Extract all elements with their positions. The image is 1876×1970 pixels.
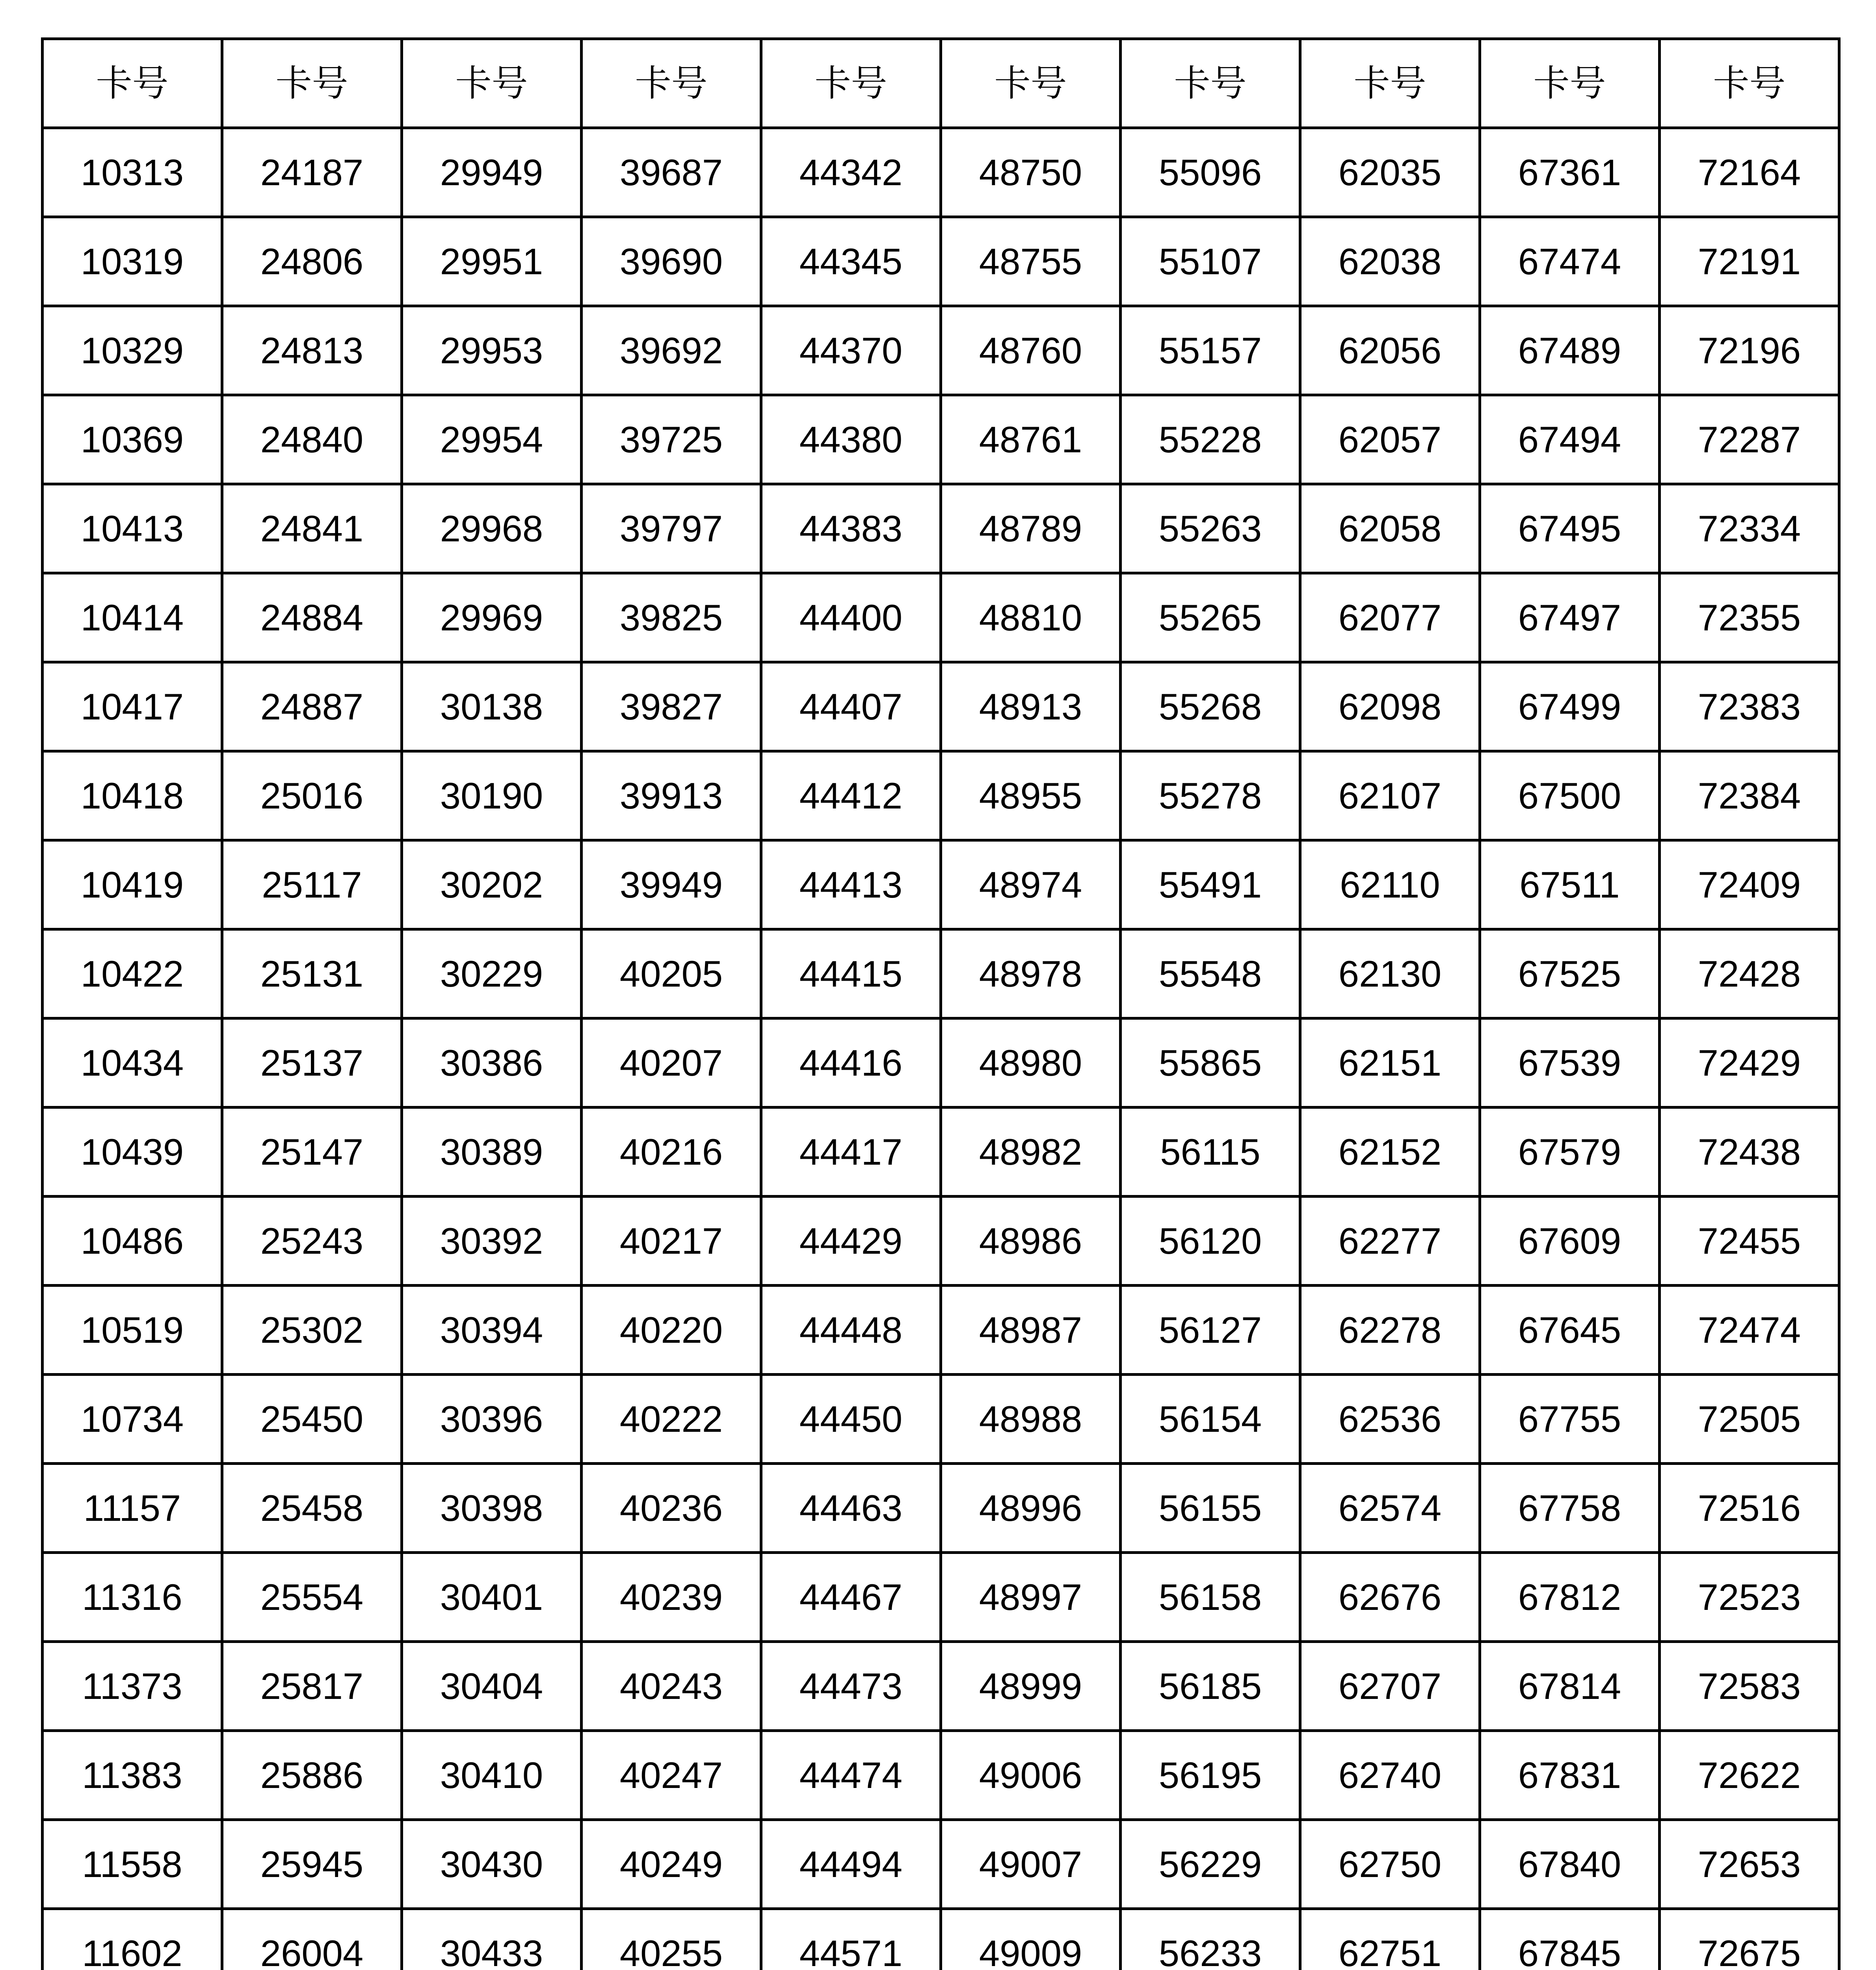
card-number-cell: 30229: [402, 929, 582, 1018]
card-number-cell: 48810: [941, 573, 1121, 662]
column-header: 卡号: [1660, 39, 1839, 128]
card-number-cell: 62536: [1300, 1375, 1480, 1464]
card-number-cell: 55228: [1121, 395, 1300, 484]
card-number-cell: 29949: [402, 128, 582, 217]
card-number-cell: 62750: [1300, 1820, 1480, 1909]
card-number-cell: 72428: [1660, 929, 1839, 1018]
card-number-cell: 67497: [1480, 573, 1660, 662]
card-number-cell: 25450: [222, 1375, 402, 1464]
card-number-cell: 29951: [402, 217, 582, 306]
card-number-cell: 48987: [941, 1286, 1121, 1375]
card-number-cell: 44450: [761, 1375, 941, 1464]
card-number-cell: 67474: [1480, 217, 1660, 306]
card-number-cell: 67539: [1480, 1018, 1660, 1108]
card-number-cell: 72455: [1660, 1197, 1839, 1286]
card-number-cell: 11157: [43, 1464, 222, 1553]
card-number-cell: 62107: [1300, 751, 1480, 840]
card-number-cell: 62110: [1300, 840, 1480, 929]
card-number-cell: 25016: [222, 751, 402, 840]
card-number-cell: 62740: [1300, 1731, 1480, 1820]
table-header-row: [43, 39, 1839, 128]
card-number-cell: 44429: [761, 1197, 941, 1286]
card-number-cell: 25302: [222, 1286, 402, 1375]
card-number-cell: 44407: [761, 662, 941, 751]
card-number-cell: 48760: [941, 306, 1121, 395]
column-header: 卡号: [402, 39, 582, 128]
card-number-cell: 62098: [1300, 662, 1480, 751]
table-row: [43, 1197, 1839, 1286]
card-number-cell: 44383: [761, 484, 941, 573]
card-number-cell: 67812: [1480, 1553, 1660, 1642]
card-number-cell: 30396: [402, 1375, 582, 1464]
card-number-cell: 55491: [1121, 840, 1300, 929]
card-number-cell: 30389: [402, 1108, 582, 1197]
card-number-cell: 11602: [43, 1909, 222, 1970]
card-number-cell: 67525: [1480, 929, 1660, 1018]
table-row: [43, 1553, 1839, 1642]
card-number-cell: 24806: [222, 217, 402, 306]
card-number-cell: 56115: [1121, 1108, 1300, 1197]
card-number-cell: 29954: [402, 395, 582, 484]
card-number-cell: 48978: [941, 929, 1121, 1018]
card-number-cell: 67609: [1480, 1197, 1660, 1286]
card-number-cell: 62058: [1300, 484, 1480, 573]
card-number-cell: 25458: [222, 1464, 402, 1553]
card-number-cell: 49007: [941, 1820, 1121, 1909]
card-number-cell: 25554: [222, 1553, 402, 1642]
card-number-cell: 44345: [761, 217, 941, 306]
card-number-cell: 44400: [761, 573, 941, 662]
card-number-cell: 40236: [582, 1464, 761, 1553]
card-number-cell: 25886: [222, 1731, 402, 1820]
card-number-cell: 55865: [1121, 1018, 1300, 1108]
card-number-cell: 48755: [941, 217, 1121, 306]
card-number-cell: 72355: [1660, 573, 1839, 662]
table-body: [43, 128, 1839, 1970]
card-number-cell: 56120: [1121, 1197, 1300, 1286]
card-number-cell: 48913: [941, 662, 1121, 751]
card-number-cell: 30138: [402, 662, 582, 751]
card-number-cell: 25243: [222, 1197, 402, 1286]
table-row: [43, 1375, 1839, 1464]
card-number-cell: 67845: [1480, 1909, 1660, 1970]
card-number-cell: 56233: [1121, 1909, 1300, 1970]
table-row: [43, 128, 1839, 217]
card-number-cell: 72409: [1660, 840, 1839, 929]
card-number-cell: 10319: [43, 217, 222, 306]
card-number-cell: 62278: [1300, 1286, 1480, 1375]
card-number-cell: 44412: [761, 751, 941, 840]
column-header: 卡号: [941, 39, 1121, 128]
card-number-cell: 72164: [1660, 128, 1839, 217]
card-number-cell: 10434: [43, 1018, 222, 1108]
card-number-cell: 10439: [43, 1108, 222, 1197]
card-number-cell: 67489: [1480, 306, 1660, 395]
table-row: [43, 1642, 1839, 1731]
card-number-cell: 44413: [761, 840, 941, 929]
card-number-cell: 11383: [43, 1731, 222, 1820]
card-number-cell: 44415: [761, 929, 941, 1018]
card-number-cell: 25817: [222, 1642, 402, 1731]
card-number-cell: 10422: [43, 929, 222, 1018]
card-number-cell: 72622: [1660, 1731, 1839, 1820]
card-number-cell: 29953: [402, 306, 582, 395]
table-row: [43, 1909, 1839, 1970]
card-number-cell: 72334: [1660, 484, 1839, 573]
card-number-cell: 11558: [43, 1820, 222, 1909]
card-number-cell: 62130: [1300, 929, 1480, 1018]
card-number-cell: 39690: [582, 217, 761, 306]
card-number-cell: 48980: [941, 1018, 1121, 1108]
card-number-cell: 72438: [1660, 1108, 1839, 1197]
card-number-cell: 67511: [1480, 840, 1660, 929]
table-row: [43, 217, 1839, 306]
card-number-cell: 30404: [402, 1642, 582, 1731]
card-number-cell: 55157: [1121, 306, 1300, 395]
card-number-cell: 55265: [1121, 573, 1300, 662]
table-row: [43, 573, 1839, 662]
card-number-cell: 67645: [1480, 1286, 1660, 1375]
card-number-cell: 10418: [43, 751, 222, 840]
column-header: 卡号: [761, 39, 941, 128]
card-number-cell: 62057: [1300, 395, 1480, 484]
card-number-cell: 62574: [1300, 1464, 1480, 1553]
card-number-cell: 56127: [1121, 1286, 1300, 1375]
card-number-cell: 49009: [941, 1909, 1121, 1970]
card-number-cell: 67500: [1480, 751, 1660, 840]
card-number-cell: 48982: [941, 1108, 1121, 1197]
card-number-cell: 39825: [582, 573, 761, 662]
card-number-cell: 55107: [1121, 217, 1300, 306]
card-number-cell: 55263: [1121, 484, 1300, 573]
card-number-cell: 48750: [941, 128, 1121, 217]
card-number-cell: 24887: [222, 662, 402, 751]
card-number-cell: 39913: [582, 751, 761, 840]
card-number-cell: 55548: [1121, 929, 1300, 1018]
card-number-cell: 67499: [1480, 662, 1660, 751]
card-number-cell: 10313: [43, 128, 222, 217]
column-header: 卡号: [1300, 39, 1480, 128]
card-number-cell: 44473: [761, 1642, 941, 1731]
card-number-cell: 56195: [1121, 1731, 1300, 1820]
card-number-cell: 40216: [582, 1108, 761, 1197]
table-row: [43, 1286, 1839, 1375]
card-number-cell: 67494: [1480, 395, 1660, 484]
card-number-cell: 62077: [1300, 573, 1480, 662]
card-number-cell: 40249: [582, 1820, 761, 1909]
card-number-cell: 62751: [1300, 1909, 1480, 1970]
table-row: [43, 306, 1839, 395]
card-number-cell: 40239: [582, 1553, 761, 1642]
card-number-cell: 25117: [222, 840, 402, 929]
card-number-cell: 10414: [43, 573, 222, 662]
card-number-cell: 25147: [222, 1108, 402, 1197]
card-number-cell: 30410: [402, 1731, 582, 1820]
card-number-cell: 10369: [43, 395, 222, 484]
card-number-cell: 39827: [582, 662, 761, 751]
table-row: [43, 1464, 1839, 1553]
card-number-cell: 48997: [941, 1553, 1121, 1642]
card-number-cell: 29969: [402, 573, 582, 662]
card-number-cell: 10329: [43, 306, 222, 395]
table-row: [43, 1018, 1839, 1108]
card-number-cell: 44494: [761, 1820, 941, 1909]
table-row: [43, 840, 1839, 929]
card-number-cell: 10734: [43, 1375, 222, 1464]
card-number-cell: 72583: [1660, 1642, 1839, 1731]
card-number-cell: 62707: [1300, 1642, 1480, 1731]
card-number-cell: 24884: [222, 573, 402, 662]
card-number-cell: 25131: [222, 929, 402, 1018]
card-number-cell: 24841: [222, 484, 402, 573]
card-number-cell: 62056: [1300, 306, 1480, 395]
card-number-cell: 56158: [1121, 1553, 1300, 1642]
table-row: [43, 929, 1839, 1018]
card-number-cell: 48955: [941, 751, 1121, 840]
card-number-cell: 44417: [761, 1108, 941, 1197]
table-row: [43, 395, 1839, 484]
card-number-cell: 67361: [1480, 128, 1660, 217]
card-number-cell: 48789: [941, 484, 1121, 573]
card-number-cell: 30433: [402, 1909, 582, 1970]
card-number-cell: 72191: [1660, 217, 1839, 306]
card-number-cell: 44416: [761, 1018, 941, 1108]
card-number-cell: 24813: [222, 306, 402, 395]
card-number-cell: 62038: [1300, 217, 1480, 306]
card-number-cell: 67755: [1480, 1375, 1660, 1464]
card-number-cell: 29968: [402, 484, 582, 573]
card-number-cell: 44467: [761, 1553, 941, 1642]
card-number-cell: 11373: [43, 1642, 222, 1731]
column-header: 卡号: [1480, 39, 1660, 128]
card-number-cell: 10519: [43, 1286, 222, 1375]
card-number-cell: 40243: [582, 1642, 761, 1731]
card-number-cell: 67840: [1480, 1820, 1660, 1909]
card-number-cell: 39797: [582, 484, 761, 573]
card-number-cell: 11316: [43, 1553, 222, 1642]
card-number-cell: 48988: [941, 1375, 1121, 1464]
card-number-cell: 48996: [941, 1464, 1121, 1553]
card-number-cell: 30392: [402, 1197, 582, 1286]
card-number-cell: 39949: [582, 840, 761, 929]
card-number-cell: 40217: [582, 1197, 761, 1286]
card-number-cell: 72287: [1660, 395, 1839, 484]
card-number-cell: 30202: [402, 840, 582, 929]
table-row: [43, 484, 1839, 573]
card-number-cell: 24187: [222, 128, 402, 217]
card-number-cell: 62152: [1300, 1108, 1480, 1197]
column-header: 卡号: [1121, 39, 1300, 128]
card-number-cell: 44342: [761, 128, 941, 217]
card-number-cell: 30398: [402, 1464, 582, 1553]
card-number-cell: 30190: [402, 751, 582, 840]
card-number-cell: 44463: [761, 1464, 941, 1553]
card-number-cell: 44370: [761, 306, 941, 395]
card-number-cell: 55096: [1121, 128, 1300, 217]
card-number-cell: 40205: [582, 929, 761, 1018]
card-number-cell: 72384: [1660, 751, 1839, 840]
card-number-cell: 56185: [1121, 1642, 1300, 1731]
card-number-cell: 44571: [761, 1909, 941, 1970]
column-header: 卡号: [582, 39, 761, 128]
card-number-cell: 56154: [1121, 1375, 1300, 1464]
card-number-cell: 72429: [1660, 1018, 1839, 1108]
table-row: [43, 751, 1839, 840]
card-number-cell: 72675: [1660, 1909, 1839, 1970]
table-row: [43, 1820, 1839, 1909]
card-number-cell: 44474: [761, 1731, 941, 1820]
card-number-cell: 72474: [1660, 1286, 1839, 1375]
card-number-cell: 26004: [222, 1909, 402, 1970]
card-number-cell: 40222: [582, 1375, 761, 1464]
card-number-cell: 49006: [941, 1731, 1121, 1820]
card-number-cell: 67831: [1480, 1731, 1660, 1820]
card-number-cell: 30401: [402, 1553, 582, 1642]
table-row: [43, 1108, 1839, 1197]
card-number-cell: 44448: [761, 1286, 941, 1375]
card-number-cell: 56155: [1121, 1464, 1300, 1553]
card-number-cell: 72505: [1660, 1375, 1839, 1464]
card-number-cell: 39692: [582, 306, 761, 395]
card-number-cell: 56229: [1121, 1820, 1300, 1909]
card-number-cell: 44380: [761, 395, 941, 484]
card-number-cell: 55278: [1121, 751, 1300, 840]
table-row: [43, 662, 1839, 751]
card-number-cell: 10419: [43, 840, 222, 929]
card-number-cell: 67495: [1480, 484, 1660, 573]
column-header: 卡号: [222, 39, 402, 128]
card-number-cell: 72196: [1660, 306, 1839, 395]
card-number-cell: 67579: [1480, 1108, 1660, 1197]
card-number-cell: 62676: [1300, 1553, 1480, 1642]
card-number-cell: 72653: [1660, 1820, 1839, 1909]
card-number-cell: 62035: [1300, 128, 1480, 217]
card-number-cell: 30386: [402, 1018, 582, 1108]
card-number-cell: 48999: [941, 1642, 1121, 1731]
card-number-cell: 72516: [1660, 1464, 1839, 1553]
card-number-cell: 40247: [582, 1731, 761, 1820]
card-number-cell: 25137: [222, 1018, 402, 1108]
card-number-cell: 62277: [1300, 1197, 1480, 1286]
card-number-cell: 40255: [582, 1909, 761, 1970]
card-number-cell: 72383: [1660, 662, 1839, 751]
card-number-cell: 10486: [43, 1197, 222, 1286]
card-number-cell: 30430: [402, 1820, 582, 1909]
card-number-cell: 55268: [1121, 662, 1300, 751]
card-number-cell: 30394: [402, 1286, 582, 1375]
card-number-cell: 48986: [941, 1197, 1121, 1286]
card-number-cell: 24840: [222, 395, 402, 484]
card-number-cell: 67758: [1480, 1464, 1660, 1553]
card-number-cell: 62151: [1300, 1018, 1480, 1108]
card-number-cell: 40220: [582, 1286, 761, 1375]
card-number-cell: 25945: [222, 1820, 402, 1909]
column-header: 卡号: [43, 39, 222, 128]
card-number-cell: 48974: [941, 840, 1121, 929]
card-number-cell: 10417: [43, 662, 222, 751]
card-number-cell: 48761: [941, 395, 1121, 484]
card-number-cell: 10413: [43, 484, 222, 573]
card-number-cell: 72523: [1660, 1553, 1839, 1642]
card-number-table: [41, 37, 1841, 1970]
table-row: [43, 1731, 1839, 1820]
card-number-cell: 39725: [582, 395, 761, 484]
card-number-cell: 67814: [1480, 1642, 1660, 1731]
card-number-cell: 40207: [582, 1018, 761, 1108]
card-number-cell: 39687: [582, 128, 761, 217]
